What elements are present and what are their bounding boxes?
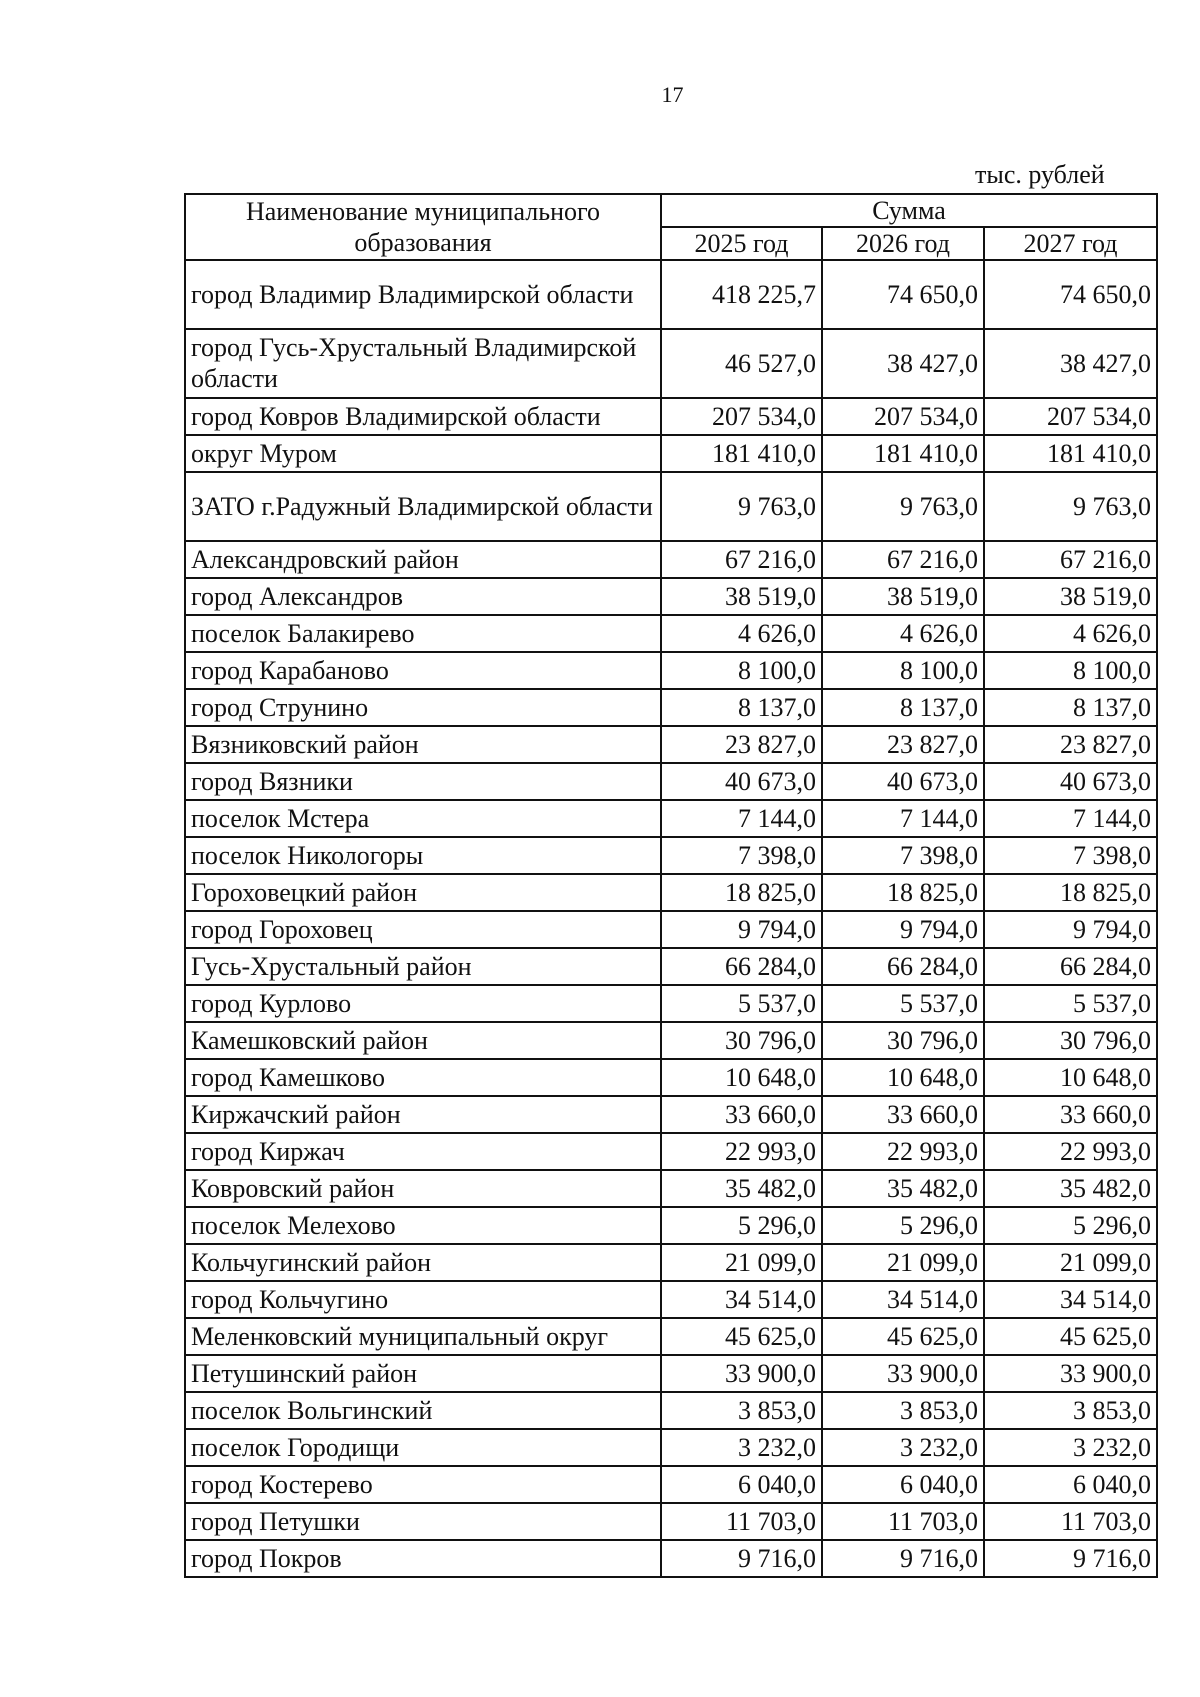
row-name-cell: Гороховецкий район	[185, 874, 661, 911]
row-value-2027: 38 519,0	[984, 578, 1157, 615]
row-name-cell: поселок Вольгинский	[185, 1392, 661, 1429]
row-name-cell: город Петушки	[185, 1503, 661, 1540]
row-value-2026: 66 284,0	[822, 948, 984, 985]
row-value-2026: 6 040,0	[822, 1466, 984, 1503]
table-row	[185, 1503, 1157, 1540]
row-value-2027: 4 626,0	[984, 615, 1157, 652]
row-value-2025: 181 410,0	[661, 435, 822, 472]
row-value-2027: 30 796,0	[984, 1022, 1157, 1059]
row-value-2025: 3 232,0	[661, 1429, 822, 1466]
row-value-2025: 9 763,0	[661, 472, 822, 541]
table-row	[185, 1540, 1157, 1577]
row-value-2025: 7 398,0	[661, 837, 822, 874]
row-value-2026: 30 796,0	[822, 1022, 984, 1059]
row-value-2027: 74 650,0	[984, 260, 1157, 329]
row-value-2025: 10 648,0	[661, 1059, 822, 1096]
row-name-cell: Александровский район	[185, 541, 661, 578]
table-row	[185, 837, 1157, 874]
row-value-2025: 8 100,0	[661, 652, 822, 689]
row-name-cell: город Александров	[185, 578, 661, 615]
row-value-2025: 9 716,0	[661, 1540, 822, 1577]
row-value-2026: 4 626,0	[822, 615, 984, 652]
row-name-cell: поселок Городищи	[185, 1429, 661, 1466]
row-name-cell: город Камешково	[185, 1059, 661, 1096]
row-value-2026: 8 100,0	[822, 652, 984, 689]
row-name-cell: город Кольчугино	[185, 1281, 661, 1318]
row-value-2027: 3 232,0	[984, 1429, 1157, 1466]
units-label: тыс. рублей	[975, 160, 1105, 189]
row-value-2026: 7 398,0	[822, 837, 984, 874]
row-value-2026: 38 519,0	[822, 578, 984, 615]
row-value-2027: 22 993,0	[984, 1133, 1157, 1170]
row-value-2026: 9 763,0	[822, 472, 984, 541]
header-year-2025: 2025 год	[661, 227, 822, 260]
table-row	[185, 329, 1157, 398]
row-value-2026: 22 993,0	[822, 1133, 984, 1170]
row-value-2025: 5 537,0	[661, 985, 822, 1022]
row-value-2026: 34 514,0	[822, 1281, 984, 1318]
row-value-2025: 11 703,0	[661, 1503, 822, 1540]
header-sum-group: Сумма	[661, 194, 1157, 227]
row-value-2025: 4 626,0	[661, 615, 822, 652]
row-name-cell: город Карабаново	[185, 652, 661, 689]
table-body	[185, 260, 1157, 1577]
row-value-2025: 45 625,0	[661, 1318, 822, 1355]
table-row	[185, 1429, 1157, 1466]
row-value-2026: 21 099,0	[822, 1244, 984, 1281]
row-name-cell: город Владимир Владимирской области	[185, 260, 661, 329]
row-value-2026: 74 650,0	[822, 260, 984, 329]
header-name-column: Наименование муниципального образования	[185, 194, 661, 260]
table-row	[185, 260, 1157, 329]
row-name-cell: город Ковров Владимирской области	[185, 398, 661, 435]
row-value-2025: 35 482,0	[661, 1170, 822, 1207]
row-name-cell: Камешковский район	[185, 1022, 661, 1059]
row-value-2027: 40 673,0	[984, 763, 1157, 800]
row-value-2025: 22 993,0	[661, 1133, 822, 1170]
table-row	[185, 800, 1157, 837]
table-row	[185, 1355, 1157, 1392]
row-value-2026: 23 827,0	[822, 726, 984, 763]
row-value-2027: 21 099,0	[984, 1244, 1157, 1281]
row-value-2026: 18 825,0	[822, 874, 984, 911]
row-value-2027: 33 900,0	[984, 1355, 1157, 1392]
table-row	[185, 1133, 1157, 1170]
row-value-2026: 33 660,0	[822, 1096, 984, 1133]
row-name-cell: город Гусь-Хрустальный Владимирской области	[185, 329, 661, 398]
page-number: 17	[661, 82, 684, 107]
table-row	[185, 689, 1157, 726]
row-value-2027: 6 040,0	[984, 1466, 1157, 1503]
row-name-cell: поселок Мелехово	[185, 1207, 661, 1244]
row-value-2026: 45 625,0	[822, 1318, 984, 1355]
row-value-2025: 30 796,0	[661, 1022, 822, 1059]
row-value-2027: 67 216,0	[984, 541, 1157, 578]
row-name-cell: ЗАТО г.Радужный Владимирской области	[185, 472, 661, 541]
row-value-2025: 9 794,0	[661, 911, 822, 948]
row-name-cell: Ковровский район	[185, 1170, 661, 1207]
row-name-cell: город Вязники	[185, 763, 661, 800]
row-value-2027: 38 427,0	[984, 329, 1157, 398]
row-value-2026: 181 410,0	[822, 435, 984, 472]
row-value-2025: 21 099,0	[661, 1244, 822, 1281]
table-row	[185, 1281, 1157, 1318]
row-value-2025: 23 827,0	[661, 726, 822, 763]
table-row	[185, 1207, 1157, 1244]
row-value-2027: 66 284,0	[984, 948, 1157, 985]
header-year-2027: 2027 год	[984, 227, 1157, 260]
row-value-2025: 34 514,0	[661, 1281, 822, 1318]
table-row	[185, 435, 1157, 472]
table-row	[185, 948, 1157, 985]
row-value-2026: 3 232,0	[822, 1429, 984, 1466]
table-row	[185, 1318, 1157, 1355]
row-name-cell: поселок Балакирево	[185, 615, 661, 652]
row-value-2026: 7 144,0	[822, 800, 984, 837]
row-value-2027: 181 410,0	[984, 435, 1157, 472]
row-value-2027: 8 137,0	[984, 689, 1157, 726]
row-name-cell: Меленковский муниципальный округ	[185, 1318, 661, 1355]
row-name-cell: округ Муром	[185, 435, 661, 472]
row-value-2027: 34 514,0	[984, 1281, 1157, 1318]
row-name-cell: Вязниковский район	[185, 726, 661, 763]
row-value-2027: 23 827,0	[984, 726, 1157, 763]
row-name-cell: город Гороховец	[185, 911, 661, 948]
row-value-2026: 5 537,0	[822, 985, 984, 1022]
row-value-2025: 8 137,0	[661, 689, 822, 726]
table-header	[185, 194, 1157, 260]
row-name-cell: город Курлово	[185, 985, 661, 1022]
row-value-2026: 10 648,0	[822, 1059, 984, 1096]
row-value-2027: 5 537,0	[984, 985, 1157, 1022]
row-value-2025: 6 040,0	[661, 1466, 822, 1503]
table-row	[185, 398, 1157, 435]
row-value-2027: 11 703,0	[984, 1503, 1157, 1540]
row-value-2027: 18 825,0	[984, 874, 1157, 911]
row-value-2025: 7 144,0	[661, 800, 822, 837]
table-row	[185, 1244, 1157, 1281]
row-name-cell: город Киржач	[185, 1133, 661, 1170]
table-row	[185, 985, 1157, 1022]
row-value-2026: 35 482,0	[822, 1170, 984, 1207]
row-value-2025: 33 900,0	[661, 1355, 822, 1392]
table-row	[185, 578, 1157, 615]
row-value-2026: 38 427,0	[822, 329, 984, 398]
row-value-2027: 3 853,0	[984, 1392, 1157, 1429]
row-value-2027: 9 716,0	[984, 1540, 1157, 1577]
budget-table	[184, 193, 1158, 1578]
row-name-cell: Гусь-Хрустальный район	[185, 948, 661, 985]
table-row	[185, 874, 1157, 911]
row-value-2025: 18 825,0	[661, 874, 822, 911]
table-row	[185, 1466, 1157, 1503]
row-value-2027: 10 648,0	[984, 1059, 1157, 1096]
row-value-2025: 46 527,0	[661, 329, 822, 398]
table-row	[185, 652, 1157, 689]
row-name-cell: поселок Мстера	[185, 800, 661, 837]
row-value-2025: 207 534,0	[661, 398, 822, 435]
row-value-2027: 33 660,0	[984, 1096, 1157, 1133]
table-row	[185, 1096, 1157, 1133]
row-value-2027: 207 534,0	[984, 398, 1157, 435]
table-row	[185, 1170, 1157, 1207]
row-value-2027: 35 482,0	[984, 1170, 1157, 1207]
table-row	[185, 1022, 1157, 1059]
row-value-2027: 5 296,0	[984, 1207, 1157, 1244]
row-name-cell: Киржачский район	[185, 1096, 661, 1133]
table-row	[185, 472, 1157, 541]
row-value-2026: 67 216,0	[822, 541, 984, 578]
row-value-2025: 38 519,0	[661, 578, 822, 615]
row-name-cell: Петушинский район	[185, 1355, 661, 1392]
row-value-2026: 8 137,0	[822, 689, 984, 726]
row-value-2026: 207 534,0	[822, 398, 984, 435]
row-value-2027: 8 100,0	[984, 652, 1157, 689]
row-value-2025: 33 660,0	[661, 1096, 822, 1133]
row-value-2026: 11 703,0	[822, 1503, 984, 1540]
table-row	[185, 615, 1157, 652]
table-row	[185, 1392, 1157, 1429]
row-value-2025: 418 225,7	[661, 260, 822, 329]
row-value-2027: 9 794,0	[984, 911, 1157, 948]
row-value-2025: 66 284,0	[661, 948, 822, 985]
table-row	[185, 541, 1157, 578]
row-value-2025: 40 673,0	[661, 763, 822, 800]
row-value-2027: 7 144,0	[984, 800, 1157, 837]
row-value-2026: 9 716,0	[822, 1540, 984, 1577]
row-name-cell: поселок Никологоры	[185, 837, 661, 874]
table-row	[185, 726, 1157, 763]
row-name-cell: Кольчугинский район	[185, 1244, 661, 1281]
row-value-2026: 5 296,0	[822, 1207, 984, 1244]
row-value-2027: 9 763,0	[984, 472, 1157, 541]
row-value-2026: 9 794,0	[822, 911, 984, 948]
row-value-2025: 67 216,0	[661, 541, 822, 578]
row-value-2025: 5 296,0	[661, 1207, 822, 1244]
row-value-2026: 3 853,0	[822, 1392, 984, 1429]
row-value-2025: 3 853,0	[661, 1392, 822, 1429]
row-value-2026: 40 673,0	[822, 763, 984, 800]
row-value-2027: 7 398,0	[984, 837, 1157, 874]
table-row	[185, 911, 1157, 948]
header-year-2026: 2026 год	[822, 227, 984, 260]
row-name-cell: город Покров	[185, 1540, 661, 1577]
row-value-2027: 45 625,0	[984, 1318, 1157, 1355]
row-value-2026: 33 900,0	[822, 1355, 984, 1392]
row-name-cell: город Костерево	[185, 1466, 661, 1503]
table-row	[185, 1059, 1157, 1096]
table-row	[185, 763, 1157, 800]
row-name-cell: город Струнино	[185, 689, 661, 726]
